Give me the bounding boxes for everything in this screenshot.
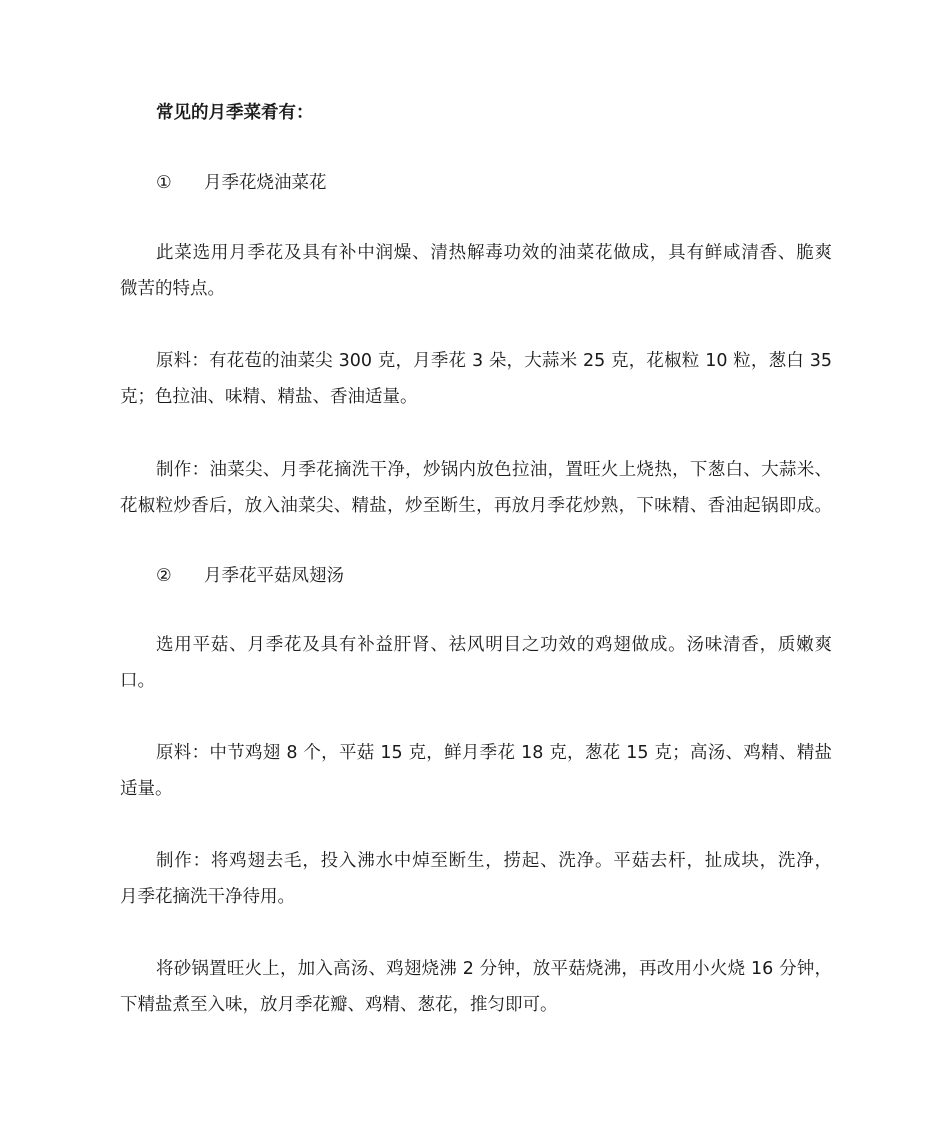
dish2-intro-line-2: 口。 (120, 671, 155, 691)
dish1-method-line-2: 花椒粒炒香后，放入油菜尖、精盐，炒至断生，再放月季花炒熟，下味精、香油起锅即成。 (120, 496, 832, 516)
dish2-intro (120, 627, 832, 699)
dish1-ingredients-line-2: 克；色拉油、味精、精盐、香油适量。 (120, 387, 418, 407)
dish2-intro-line-1: 选用平菇、月季花及具有补益肝肾、祛风明目之功效的鸡翅做成。汤味清香，质嫩爽 (156, 635, 832, 655)
dish2-ingredients (120, 735, 832, 807)
dish1-method-line-1: 制作：油菜尖、月季花摘洗干净，炒锅内放色拉油，置旺火上烧热，下葱白、大蒜米、 (156, 460, 832, 480)
dish2-method2-line-2: 下精盐煮至入味，放月季花瓣、鸡精、葱花，推匀即可。 (120, 995, 558, 1015)
dish1-number: ① (156, 173, 172, 193)
dish2-method (120, 843, 832, 915)
dish2-ingredients-line-1: 原料：中节鸡翅 8 个，平菇 15 克，鲜月季花 18 克，葱花 15 克；高汤、鸡精、精盐 (156, 743, 832, 763)
dish1-intro-line-2: 微苦的特点。 (120, 279, 225, 299)
heading-text: 常见的月季菜肴有： (156, 103, 314, 123)
dish2-method-line-2: 月季花摘洗干净待用。 (120, 887, 295, 907)
dish2-ingredients-line-2: 适量。 (120, 779, 173, 799)
dish2-number: ② (156, 566, 172, 586)
dish1-title (120, 165, 832, 201)
dish1-ingredients (120, 343, 832, 415)
dish2-method-line-1: 制作：将鸡翅去毛，投入沸水中焯至断生，捞起、洗净。平菇去杆，扯成块，洗净， (156, 851, 832, 871)
dish2-title (120, 558, 832, 594)
dish1-method (120, 452, 832, 524)
dish2-method-2 (120, 951, 832, 1023)
dish1-intro-line-1: 此菜选用月季花及具有补中润燥、清热解毒功效的油菜花做成，具有鲜咸清香、脆爽 (156, 243, 832, 263)
document-heading (120, 95, 832, 131)
dish1-intro (120, 235, 832, 307)
dish2-title-text: 月季花平菇凤翅汤 (204, 566, 344, 586)
dish2-method2-line-1: 将砂锅置旺火上，加入高汤、鸡翅烧沸 2 分钟，放平菇烧沸，再改用小火烧 16 分钟， (156, 959, 832, 979)
dish1-title-text: 月季花烧油菜花 (204, 173, 327, 193)
dish1-ingredients-line-1: 原料：有花苞的油菜尖 300 克，月季花 3 朵，大蒜米 25 克，花椒粒 10 粒，葱白 35 (156, 351, 832, 371)
